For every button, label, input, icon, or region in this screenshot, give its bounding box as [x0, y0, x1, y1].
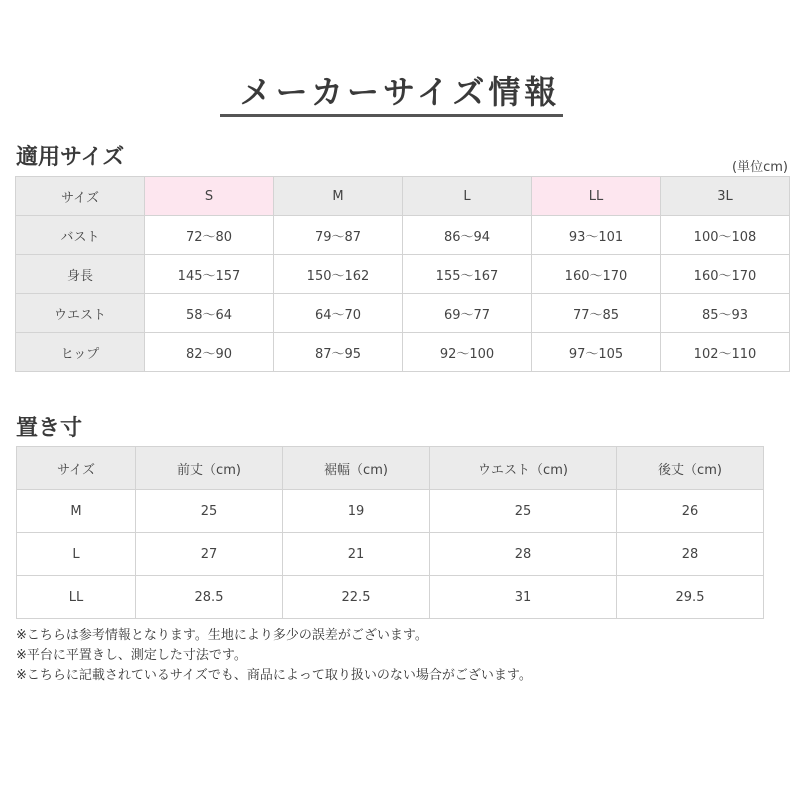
flat-table-header-cell: 前丈（cm) — [136, 447, 283, 490]
table-cell: 160〜170 — [532, 255, 661, 294]
flat-measurement-table — [16, 446, 764, 619]
flat-table-header-row — [17, 447, 764, 490]
table-cell: 79〜87 — [274, 216, 403, 255]
size-table-header-row — [16, 177, 790, 216]
page-title: メーカーサイズ情報 — [239, 73, 561, 111]
flat-table-header-cell: 裾幅（cm) — [283, 447, 430, 490]
table-cell: 26 — [617, 490, 764, 533]
notes — [16, 626, 532, 686]
table-cell: 97〜105 — [532, 333, 661, 372]
table-row — [17, 533, 764, 576]
table-row — [17, 490, 764, 533]
note-line: ※こちらは参考情報となります。生地により多少の誤差がございます。 — [16, 628, 428, 643]
table-cell: 19 — [283, 490, 430, 533]
table-cell: 25 — [430, 490, 617, 533]
note-line: ※こちらに記載されているサイズでも、商品によって取り扱いのない場合がございます。 — [16, 668, 532, 683]
flat-table-header-cell: 後丈（cm) — [617, 447, 764, 490]
table-cell: 27 — [136, 533, 283, 576]
table-cell: 92〜100 — [403, 333, 532, 372]
table-cell: 31 — [430, 576, 617, 619]
table-cell: 64〜70 — [274, 294, 403, 333]
table-row — [16, 216, 790, 255]
table-cell: 69〜77 — [403, 294, 532, 333]
size-table-header-cell: LL — [532, 177, 661, 216]
unit-note: (単位cm) — [732, 160, 788, 175]
table-cell: 72〜80 — [145, 216, 274, 255]
row-label-cell: ウエスト — [16, 294, 145, 333]
row-label-cell: バスト — [16, 216, 145, 255]
table-cell: 155〜167 — [403, 255, 532, 294]
table-row — [16, 333, 790, 372]
table-cell: 145〜157 — [145, 255, 274, 294]
table-cell: 86〜94 — [403, 216, 532, 255]
table-cell: 29.5 — [617, 576, 764, 619]
table-cell: 102〜110 — [661, 333, 790, 372]
table-cell: 21 — [283, 533, 430, 576]
size-table-header-cell: L — [403, 177, 532, 216]
row-label-cell: M — [17, 490, 136, 533]
table-cell: 82〜90 — [145, 333, 274, 372]
title-underline — [220, 114, 563, 117]
table-cell: 93〜101 — [532, 216, 661, 255]
table-cell: 100〜108 — [661, 216, 790, 255]
table-cell: 87〜95 — [274, 333, 403, 372]
size-table — [15, 176, 790, 372]
size-section-heading: 適用サイズ — [16, 145, 125, 170]
table-row — [16, 255, 790, 294]
table-cell: 58〜64 — [145, 294, 274, 333]
row-label-cell: 身長 — [16, 255, 145, 294]
table-row — [17, 576, 764, 619]
table-cell: 28 — [617, 533, 764, 576]
table-cell: 85〜93 — [661, 294, 790, 333]
row-label-cell: L — [17, 533, 136, 576]
table-cell: 160〜170 — [661, 255, 790, 294]
table-cell: 28.5 — [136, 576, 283, 619]
row-label-cell: ヒップ — [16, 333, 145, 372]
size-table-header-cell: 3L — [661, 177, 790, 216]
note-line: ※平台に平置きし、測定した寸法です。 — [16, 648, 247, 663]
table-cell: 25 — [136, 490, 283, 533]
table-cell: 22.5 — [283, 576, 430, 619]
table-cell: 77〜85 — [532, 294, 661, 333]
size-table-header-cell: S — [145, 177, 274, 216]
row-label-cell: LL — [17, 576, 136, 619]
table-cell: 28 — [430, 533, 617, 576]
flat-section-heading: 置き寸 — [16, 416, 83, 441]
flat-table-header-cell: サイズ — [17, 447, 136, 490]
size-table-header-cell: サイズ — [16, 177, 145, 216]
table-cell: 150〜162 — [274, 255, 403, 294]
size-table-header-cell: M — [274, 177, 403, 216]
table-row — [16, 294, 790, 333]
flat-table-header-cell: ウエスト（cm) — [430, 447, 617, 490]
